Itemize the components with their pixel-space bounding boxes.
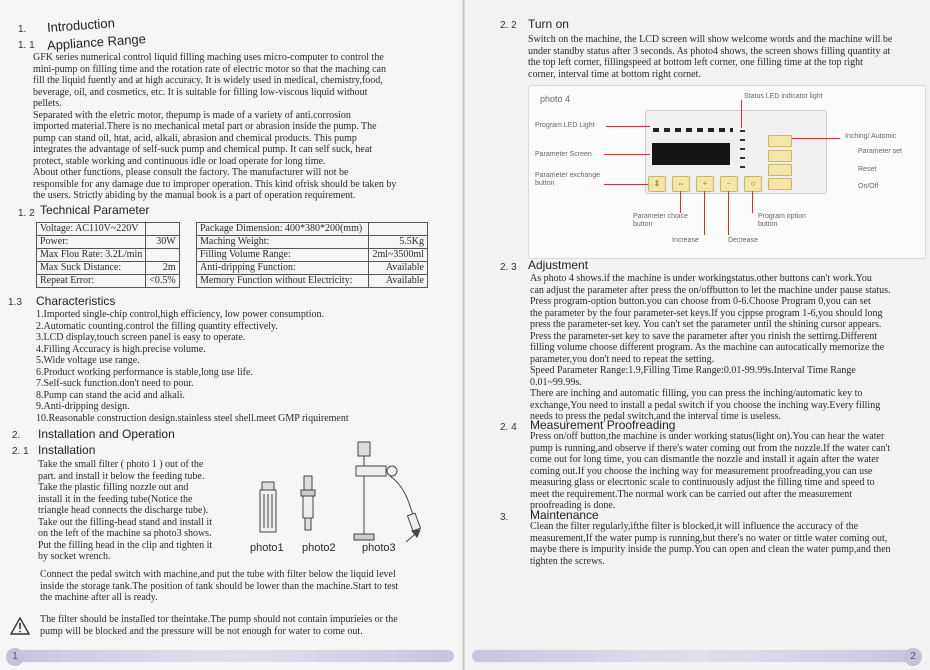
spec-table-left [36, 222, 180, 288]
parameter-choice-label: Parameter choice button [633, 213, 688, 228]
section-2-3-number: 2. 3 [500, 262, 517, 273]
text-line: responsible for any damage due to improper operation. This kind ofrisk should be taken by [33, 178, 397, 190]
list-item: 3.LCD display,touch screen panel is easy to operate. [36, 332, 246, 343]
text-line: the machine after all is ready. [40, 592, 158, 603]
program-led-label: Program LED Light [535, 122, 595, 129]
page-number: 1 [6, 648, 24, 666]
list-item: 10.Reasonable construction design.stainless steel shell.meet GMP riquirement [36, 412, 349, 424]
photo3-stand-illustration [354, 442, 420, 542]
section-2-title: Installation and Operation [38, 427, 175, 441]
text-line: pump is running,and observe if there's water coming out from the nozzle.If the water can't [530, 442, 891, 454]
callout-line [728, 191, 729, 235]
callout-line [604, 154, 650, 155]
text-line: the parameter by the four parameter-set keys.If you cjppse program 1-6,you should long [530, 307, 883, 319]
spec-cell: Max Suck Distance: [37, 262, 146, 275]
text-line: Put the filling head in the clip and tighten it [38, 539, 213, 551]
text-line: measuring glass or elecrtonic scale to continuously adjust the filling time and speed to [530, 477, 875, 488]
warning-text [40, 614, 440, 637]
text-line: protect, stable working and continuous idle or load operate for long time. [33, 155, 326, 167]
spec-cell [146, 223, 179, 236]
text-line: exchange,You need to install a pedal switch if you choose the inching way.Every filling [530, 399, 881, 411]
text-line: imported material.There is no mechanical metal part or abrasion inside the pump. The [33, 121, 377, 132]
section-1-number: 1. [18, 24, 27, 35]
text-line: needs to press the pedal switch,and the interval time is useless. [530, 411, 782, 422]
inching-automic-key[interactable] [768, 135, 792, 147]
on-off-key[interactable] [768, 178, 792, 190]
measurement-text [530, 431, 920, 512]
spec-cell: Filling Volume Range: [197, 249, 369, 262]
page-number: 2 [904, 648, 922, 666]
section-1-3-title: Characteristics [36, 294, 116, 308]
text-line: pump will be blocked and the pressure will be not enough for water to come out. [40, 625, 363, 637]
pedal-switch-text [40, 569, 440, 604]
text-line: maybe there is impurity inside the pump.You can open and clean the water pump,and then [530, 544, 891, 555]
text-line: proofreading is done. [530, 500, 616, 511]
status-led-label: Status LED indicator light [744, 93, 823, 100]
parameter-screen-label: Parameter Screen [535, 151, 592, 158]
text-line: filling volume choose different program. As the machine can autocatically memorize the [530, 342, 885, 353]
program-option-label: Program option button [758, 213, 806, 228]
spec-cell: Available [368, 275, 427, 288]
spec-cell [368, 223, 427, 236]
callout-line [752, 191, 753, 213]
callout-line [680, 191, 681, 213]
decrease-button[interactable]: − [720, 176, 738, 192]
callout-line [704, 191, 705, 235]
text-line: GFK series numerical control liquid filling maching uses micro-computer to control the [33, 52, 384, 63]
maintenance-text [530, 521, 920, 567]
text-line: Take the small filter ( photo 1 ) out of the [38, 459, 204, 470]
increase-label: Increase [672, 237, 699, 244]
photo3-caption: photo3 [362, 542, 396, 554]
section-2-4-title: Measurement Proofreading [530, 418, 676, 432]
decrease-label: Decrease [728, 237, 758, 244]
photo1-filter-illustration [260, 482, 276, 532]
spec-cell: Available [368, 262, 427, 275]
text-line: Take the plastic filling nozzle out and [38, 482, 189, 493]
spec-cell [146, 249, 179, 262]
section-1-1-number: 1. 1 [18, 40, 35, 51]
spec-cell: 5.5Kg [368, 236, 427, 249]
list-item: 9.Anti-dripping design. [36, 401, 130, 412]
text-line: Separated with the eletric motor, thepump is made of a variety of anti.corrosion [33, 109, 351, 121]
adjustment-text [530, 273, 920, 423]
text-line: on the left of the machine sa photo3 shows. [38, 528, 212, 539]
list-item: 1.Imported single-chip control,high efficiency, low power consumption. [36, 309, 324, 320]
text-line: measurement,If the water pump is running,but there's no water or tittle water coming out, [530, 532, 888, 544]
section-2-4-number: 2. 4 [500, 422, 517, 433]
text-line: Take out the filling-head stand and install it [38, 516, 212, 528]
characteristics-list [36, 309, 436, 424]
appliance-range-text [33, 52, 431, 202]
text-line: the top left corner, fillingspeed at bottom left corner, one filling time at the top right [528, 57, 863, 68]
text-line: come out for long time, you can dismantle the nozzle and install it again after the water [530, 454, 880, 465]
list-item: 4.Filling Accuracy is high.precise volume. [36, 343, 206, 355]
text-line: install it in the feeding tube(Notice the [38, 493, 193, 505]
text-line: Speed Parameter Range:1.9,Filling Time Range:0.01-99.99s.Interval Time Range [530, 365, 856, 376]
footer-bar [472, 650, 920, 662]
text-line: pump can stand oil, htat, acid, alkali, abrasion and chemical products. This pump [33, 132, 357, 144]
text-line: the users. Strictly abiding by the manual book is a part of operation requirement. [33, 190, 356, 201]
parameter-exchange-label: Parameter exchange button [535, 172, 600, 187]
turn-on-text [528, 34, 920, 80]
section-3-number: 3. [500, 512, 509, 523]
spec-cell: Package Dimension: 400*380*200(mm) [197, 223, 369, 236]
program-led-row [653, 128, 733, 132]
parameter-set-key[interactable] [768, 150, 792, 162]
reset-key[interactable] [768, 164, 792, 176]
program-option-button[interactable]: ○ [744, 176, 762, 192]
section-1-title: Introduction [46, 15, 116, 35]
section-2-1-title: Installation [38, 443, 96, 457]
lcd-parameter-screen [652, 143, 730, 165]
spec-cell: Power: [37, 236, 146, 249]
text-line: coming out.If you choose the inching way for measurement proofreading,you can use [530, 465, 873, 477]
text-line: meet the requirement.The normal work can be carried out after the measurement [530, 488, 853, 500]
text-line: fill the liquid fuently and at high accuracy. It is widely used in medical, chemistry,food, [33, 75, 383, 86]
section-1-1-title: Appliance Range [46, 31, 147, 53]
text-line: Switch on the machine, the LCD screen will show welcome words and the machine will be [528, 34, 893, 45]
photo2-nozzle-illustration [301, 476, 315, 530]
text-line: inside the storage tank.The position of tank should be lower than the machine.Start to test [40, 580, 399, 592]
photo1-caption: photo1 [250, 542, 284, 554]
text-line: As photo 4 shows.if the machine is under workingstatus.other buttons can't work.You [530, 273, 872, 284]
footer-bar [8, 650, 454, 662]
photo2-caption: photo2 [302, 542, 336, 554]
increase-button[interactable]: + [696, 176, 714, 192]
text-line: by socket wrench. [38, 551, 111, 562]
spec-cell: Repeat Error: [37, 275, 146, 288]
text-line: Press on/off button,the machine is under working status(light on).You can hear the water [530, 431, 885, 442]
text-line: Press the parameter-set key to save the parameter after you rinish the settirng.Different [530, 330, 877, 342]
parameter-exchange-button[interactable]: ⇕ [648, 176, 666, 192]
section-2-1-number: 2. 1 [12, 446, 29, 457]
parameter-choice-button[interactable]: ⇔ [672, 176, 690, 192]
spec-cell: 2ml~3500ml [368, 249, 427, 262]
photo4-title: photo 4 [540, 94, 571, 104]
text-line: integrates the advantage of self-suck pump and chemical pump. It can self suck, heat [33, 144, 373, 155]
callout-line [606, 126, 650, 127]
section-1-2-number: 1. 2 [18, 208, 35, 219]
spec-table-right [196, 222, 428, 288]
section-1-2-title: Technical Parameter [40, 203, 150, 217]
text-line: pellets. [33, 98, 62, 109]
inching-automic-label: Inching/ Automic [845, 133, 897, 140]
warning-icon [10, 617, 30, 635]
text-line: Connect the pedal switch with machine,and put the tube with filter below the liquid level [40, 569, 396, 580]
text-line: press the parameter-set key. You can't set the parameter until the shining cursor appears. [530, 319, 882, 330]
text-line: triangle head connects the discharge tube). [38, 505, 209, 516]
text-line: About other functions, please consult the factory. The manufacturer will not be [33, 167, 349, 178]
parameter-set-label: Parameter set [858, 148, 902, 155]
spec-cell: Maching Weight: [197, 236, 369, 249]
installation-text [38, 459, 233, 563]
section-2-number: 2. [12, 430, 21, 441]
spec-cell: Max Flou Rate: 3.2L/min [37, 249, 146, 262]
callout-line [604, 184, 648, 185]
section-2-3-title: Adjustment [528, 258, 589, 272]
on-off-label: On/Off [858, 183, 879, 190]
spec-cell: Memory Function without Electricity: [197, 275, 369, 288]
text-line: corner, interval time at bottom right cornet. [528, 68, 701, 80]
text-line: mini-pump on filling time and the rotation rate of electric motor so that the maching can [33, 63, 386, 75]
text-line: Clean the filter regularly,ifthe filter is blocked,it will influence the accuracy of the [530, 521, 859, 532]
spec-cell: 2m [146, 262, 179, 275]
section-2-2-number: 2. 2 [500, 20, 517, 31]
text-line: can adjust the parameter after press the on/offbutton to let the machine under pause status. [530, 284, 891, 296]
spec-cell: Anti-dripping Function: [197, 262, 369, 275]
reset-label: Reset [858, 166, 877, 173]
text-line: beverage, oil, and cosmetics, etc. It is suitable for filling low-viscous liquid without [33, 86, 368, 98]
text-line: 0.01~99.99s. [530, 376, 582, 388]
left-page [0, 0, 462, 670]
list-item: 5.Wide voltage use range. [36, 355, 140, 366]
text-line: Press program-option button.you can choose from 0-6.Choose Program 0,you can set [530, 296, 871, 307]
list-item: 6.Product working performance is stable,long use life. [36, 366, 253, 378]
text-line: part. and install it below the feeding tube. [38, 470, 205, 482]
list-item: 7.Self-suck function.don't need to pour. [36, 378, 194, 389]
section-1-3-number: 1.3 [8, 297, 22, 308]
section-2-2-title: Turn on [528, 17, 569, 31]
text-line: tighten the screws. [530, 555, 605, 567]
section-3-title: Maintenance [530, 508, 599, 522]
text-line: There are inching and automatic filling, you can press the inching/automatic key to [530, 388, 863, 399]
spec-cell: 30W [146, 236, 179, 249]
spec-cell: Voltage: AC110V~220V [37, 223, 146, 236]
spec-cell: <0.5% [146, 275, 179, 288]
text-line: under standby status after 3 seconds. As photo4 shows, the screen shows filling quantity at [528, 45, 891, 57]
status-led-column [740, 130, 745, 170]
list-item: 2.Automatic counting.control the filling quantity effectively. [36, 320, 278, 332]
callout-line [792, 138, 840, 139]
callout-line [741, 100, 742, 128]
text-line: parameter,you don't need to repeat the setting. [530, 353, 715, 365]
text-line: The filter should be installed tor theintake.The pump should not contain impurieies or the [40, 614, 398, 625]
installation-photos-illustration [240, 438, 440, 543]
list-item: 8.Pump can stand the acid and alkali. [36, 389, 185, 401]
